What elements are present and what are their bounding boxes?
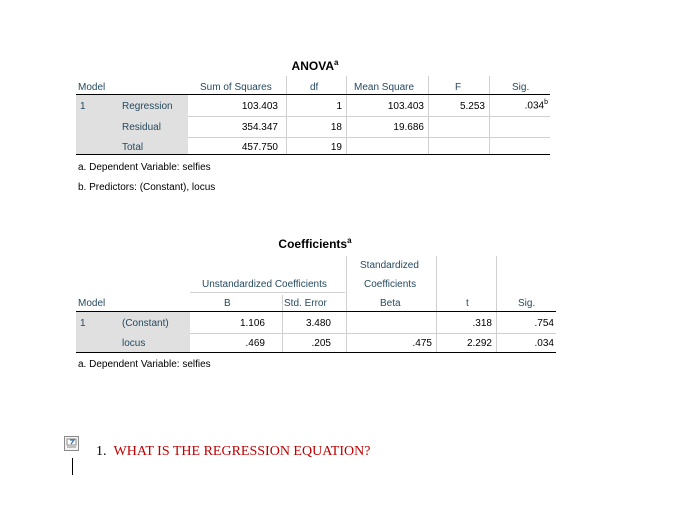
anova-cell-df: 19 — [330, 142, 342, 153]
coef-footnote: a. Dependent Variable: selfies — [78, 359, 211, 370]
anova-title — [270, 58, 360, 73]
coef-row-rule — [190, 333, 556, 334]
coef-cell-t: 2.292 — [466, 338, 492, 349]
coef-header-standardized: Coefficients — [364, 279, 417, 290]
coef-cell-sig: .034 — [534, 338, 554, 349]
coef-cell-b: .469 — [245, 338, 265, 349]
coef-vline — [282, 295, 283, 352]
anova-vline — [286, 76, 287, 154]
coefficients-title-sup: a — [347, 236, 352, 245]
anova-cell-ms: 103.403 — [387, 101, 424, 112]
anova-header-sig: Sig. — [512, 82, 530, 93]
anova-model-number: 1 — [80, 101, 86, 112]
anova-sig-value: .034 — [524, 100, 545, 112]
anova-row-rule — [188, 116, 550, 117]
anova-cell-ms: 19.686 — [393, 122, 424, 133]
layout-options-icon[interactable] — [64, 436, 79, 451]
anova-vline — [346, 76, 347, 154]
coef-row-label: (Constant) — [122, 318, 169, 329]
question-number: 1. — [96, 444, 107, 459]
anova-row-label: Residual — [122, 122, 161, 133]
coef-header-sig: Sig. — [518, 298, 536, 309]
coef-cell-se: .205 — [311, 338, 331, 349]
coef-cell-b: 1.106 — [239, 318, 265, 329]
coef-header-standardized: Standardized — [360, 260, 419, 271]
coef-cell-sig: .754 — [534, 318, 554, 329]
anova-cell-df: 1 — [336, 101, 342, 112]
coef-header-std-error: Std. Error — [284, 298, 327, 309]
anova-footnote: a. Dependent Variable: selfies — [78, 162, 211, 173]
anova-cell-ss: 354.347 — [241, 122, 278, 133]
question-line — [96, 444, 370, 460]
anova-vline — [489, 76, 490, 154]
anova-header-f: F — [455, 82, 462, 93]
anova-cell-ss: 457.750 — [241, 142, 278, 153]
question-text: WHAT IS THE REGRESSION EQUATION? — [113, 444, 371, 459]
anova-bottom-rule — [76, 154, 550, 155]
anova-row-label: Regression — [122, 101, 173, 112]
coef-row-label: locus — [122, 338, 146, 349]
anova-cell-ss: 103.403 — [241, 101, 278, 112]
coef-header-beta: Beta — [380, 298, 401, 309]
coef-vline — [346, 256, 347, 352]
anova-title-sup: a — [334, 58, 339, 67]
coef-header-unstandardized: Unstandardized Coefficients — [202, 279, 327, 290]
anova-header-df: df — [310, 82, 319, 93]
anova-cell-df: 18 — [330, 122, 342, 133]
anova-header-ms: Mean Square — [354, 82, 415, 93]
coef-header-b: B — [224, 298, 231, 309]
anova-footnote: b. Predictors: (Constant), locus — [78, 182, 216, 193]
coef-cell-t: .318 — [472, 318, 492, 329]
anova-sig-sup: b — [544, 99, 548, 106]
coef-bottom-rule — [76, 352, 556, 353]
anova-row-rule — [188, 137, 550, 138]
coef-header-t: t — [466, 298, 469, 309]
coef-vline — [496, 256, 497, 352]
coef-model-number: 1 — [80, 318, 86, 329]
coef-cell-beta: .475 — [412, 338, 432, 349]
anova-row-label: Total — [122, 142, 144, 153]
anova-title-text: ANOVA — [291, 59, 334, 73]
coef-vline — [436, 256, 437, 352]
coefficients-title — [260, 236, 370, 251]
coefficients-title-text: Coefficients — [278, 237, 348, 251]
anova-header-model: Model — [78, 82, 106, 93]
anova-vline — [428, 76, 429, 154]
text-cursor — [72, 458, 73, 475]
anova-cell-sig — [493, 99, 548, 111]
coef-cell-se: 3.480 — [305, 318, 331, 329]
coef-header-model: Model — [78, 298, 106, 309]
coef-group-rule — [190, 292, 345, 293]
anova-header-ss: Sum of Squares — [200, 82, 272, 93]
anova-cell-f: 5.253 — [459, 101, 485, 112]
